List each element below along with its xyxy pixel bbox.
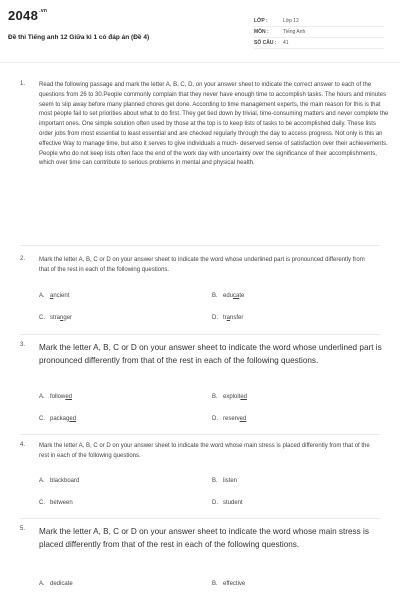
option-c[interactable]: C. stranger — [39, 315, 73, 321]
option-b[interactable]: B. listen — [212, 478, 238, 484]
meta-value: 41 — [283, 40, 289, 46]
option-a[interactable]: A. followed — [39, 394, 73, 400]
meta-row-subject — [254, 27, 384, 38]
meta-row-count — [254, 38, 384, 49]
question-text: Mark the letter A, B, C or D on your answer sheet to indicate the word whose main stress is placed differently from that of the rest in each of the following questions. — [39, 527, 369, 549]
meta-key: LỚP : — [254, 18, 268, 24]
document-title: Đề thi Tiếng anh 12 Giữa kì 1 có đáp án (Đề 4) — [8, 34, 150, 41]
question-number: 1. — [20, 81, 26, 87]
option-d[interactable]: D. transfer — [212, 315, 244, 321]
option-a[interactable]: A. ancient — [39, 293, 70, 299]
question-text: Read the following passage and mark the letter A, B, C, D, on your answer sheet to indicate the correct answer to each of the questions from 26 to 30.People commonly complain that they never have enough time to accomplish tasks. The hours and minutes seem to slip away before many planned chores get done. According to time management experts, the main reason for this is that most people fail to set priorities about what to do first. They get tied down by trivial, time-consuming matters and never complete the important ones. One simple solution often used by those at the top is to keep lists of tasks to be accomplished daily. These lists order jobs from most essential to least essential and are checked regularly through the day to access progress. Not only is this an effective Way to manage time, but also it serves to give individuals a much- deserved sense of satisfaction over their achievements. People who do not keep lists often face the end of the work day with uncertainty over the significance of their accomplishments, which over time can contribute to serious problems in mental and physical health. — [39, 82, 389, 167]
divider — [20, 434, 380, 435]
option-b[interactable]: B. exploited — [212, 394, 248, 400]
divider — [20, 334, 380, 335]
question-number: 4. — [20, 442, 26, 448]
logo-suffix: .vn — [39, 8, 48, 14]
option-a[interactable]: A. dedicate — [39, 581, 73, 587]
question-text: Mark the letter A, B, C or D on your answer sheet to indicate the word whose underlined part is pronounced differently from that of the rest in each of the following questions. — [39, 257, 365, 273]
option-d[interactable]: D. reserved — [212, 416, 247, 422]
site-logo[interactable] — [8, 8, 47, 23]
page-header — [0, 0, 400, 63]
question-number: 2. — [20, 256, 26, 262]
option-c[interactable]: C. between — [39, 500, 73, 506]
question-text: Mark the letter A, B, C or D on your answer sheet to indicate the word whose underlined part is pronounced differently from that of the rest in each of the following questions. — [39, 343, 382, 365]
divider — [20, 245, 380, 246]
option-d[interactable]: D. student — [212, 500, 243, 506]
question-number: 3. — [20, 342, 26, 348]
meta-value: Tiếng Anh — [283, 29, 306, 35]
meta-row-class — [254, 16, 384, 27]
option-b[interactable]: B. educate — [212, 293, 245, 299]
meta-table — [254, 16, 384, 49]
option-c[interactable]: C. packaged — [39, 416, 77, 422]
question-text: Mark the letter A, B, C or D on your answer sheet to indicate the word whose main stress is placed differently from that of the rest in each of the following questions. — [39, 443, 370, 459]
meta-key: MÔN : — [254, 29, 269, 35]
divider — [20, 518, 380, 519]
meta-value: Lớp 12 — [283, 18, 299, 24]
question-number: 5. — [20, 526, 26, 532]
logo-main: 2048 — [8, 8, 39, 23]
option-a[interactable]: A. blackboard — [39, 478, 80, 484]
option-b[interactable]: B. effective — [212, 581, 246, 587]
meta-key: SỐ CÂU : — [254, 40, 277, 46]
